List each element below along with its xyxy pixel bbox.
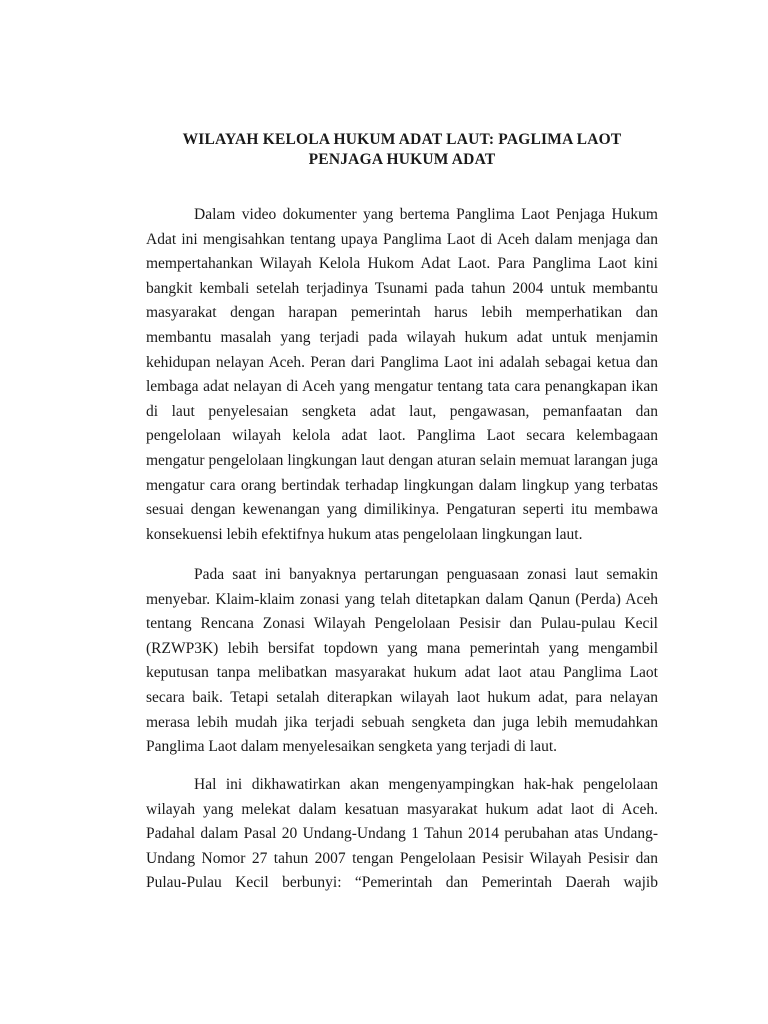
text-line: membantu masalah yang terjadi pada wilayah hukum adat untuk menjamin bbox=[146, 328, 658, 346]
text-line: keputusan tanpa melibatkan masyarakat hukum adat laot atau Panglima Laot bbox=[146, 664, 658, 682]
text-line: menyebar. Klaim-klaim zonasi yang telah ditetapkan dalam Qanun (Perda) Aceh bbox=[146, 590, 658, 608]
paragraph bbox=[146, 203, 658, 547]
text-line: tentang Rencana Zonasi Wilayah Pengelolaan Pesisir dan Pulau-pulau Kecil bbox=[146, 615, 658, 633]
text-line: mempertahankan Wilayah Kelola Hukom Adat Laot. Para Panglima Laot kini bbox=[146, 255, 658, 273]
text-line: wilayah yang melekat dalam kesatuan masyarakat hukum adat laot di Aceh. bbox=[146, 800, 658, 818]
text-line: Padahal dalam Pasal 20 Undang-Undang 1 Tahun 2014 perubahan atas Undang- bbox=[146, 825, 658, 843]
text-line: kehidupan nelayan Aceh. Peran dari Panglima Laot ini adalah sebagai ketua dan bbox=[146, 353, 658, 371]
title-line: PENJAGA HUKUM ADAT bbox=[308, 151, 496, 168]
text-line: Dalam video dokumenter yang bertema Panglima Laot Penjaga Hukum bbox=[194, 206, 658, 223]
document-title bbox=[146, 130, 658, 170]
text-line: Hal ini dikhawatirkan akan mengenyampingkan hak-hak pengelolaan bbox=[194, 776, 658, 793]
text-line: secara baik. Tetapi setalah diterapkan wilayah laot hukum adat, para nelayan bbox=[146, 688, 658, 706]
text-line: (RZWP3K) lebih bersifat topdown yang mana pemerintah yang mengambil bbox=[146, 639, 658, 657]
paragraph bbox=[146, 563, 658, 760]
text-line: mengatur pengelolaan lingkungan laut dengan aturan selain memuat larangan juga bbox=[146, 451, 658, 469]
text-line: Undang Nomor 27 tahun 2007 tengan Pengelolaan Pesisir Wilayah Pesisir dan bbox=[146, 849, 658, 867]
text-line: bangkit kembali setelah terjadinya Tsunami pada tahun 2004 untuk membantu bbox=[146, 279, 658, 297]
text-line: Pada saat ini banyaknya pertarungan penguasaan zonasi laut semakin bbox=[194, 566, 658, 583]
text-line: masyarakat dengan harapan pemerintah harus lebih memperhatikan dan bbox=[146, 304, 658, 322]
text-line: pengelolaan wilayah kelola adat laot. Panglima Laot secara kelembagaan bbox=[146, 427, 658, 445]
text-line: mengatur cara orang bertindak terhadap lingkungan dalam lingkup yang terbatas bbox=[146, 476, 658, 494]
text-line: Adat ini mengisahkan tentang upaya Panglima Laot di Aceh dalam menjaga dan bbox=[146, 230, 658, 248]
text-line: Pulau-Pulau Kecil berbunyi: “Pemerintah dan Pemerintah Daerah wajib bbox=[146, 874, 658, 892]
text-line: di laut penyelesaian sengketa adat laut, pengawasan, pemanfaatan dan bbox=[146, 402, 658, 420]
paragraph bbox=[146, 773, 658, 896]
text-line: merasa lebih mudah jika terjadi sebuah sengketa dan juga lebih memudahkan bbox=[146, 713, 658, 731]
text-line: lembaga adat nelayan di Aceh yang mengatur tentang tata cara penangkapan ikan bbox=[146, 378, 658, 396]
title-line: WILAYAH KELOLA HUKUM ADAT LAUT: PAGLIMA LAOT bbox=[182, 131, 622, 148]
text-line: konsekuensi lebih efektifnya hukum atas pengelolaan lingkungan laut. bbox=[146, 525, 583, 543]
text-line: sesuai dengan kewenangan yang dimilikinya. Pengaturan seperti itu membawa bbox=[146, 501, 658, 519]
text-line: Panglima Laot dalam menyelesaikan sengketa yang terjadi di laut. bbox=[146, 738, 558, 756]
